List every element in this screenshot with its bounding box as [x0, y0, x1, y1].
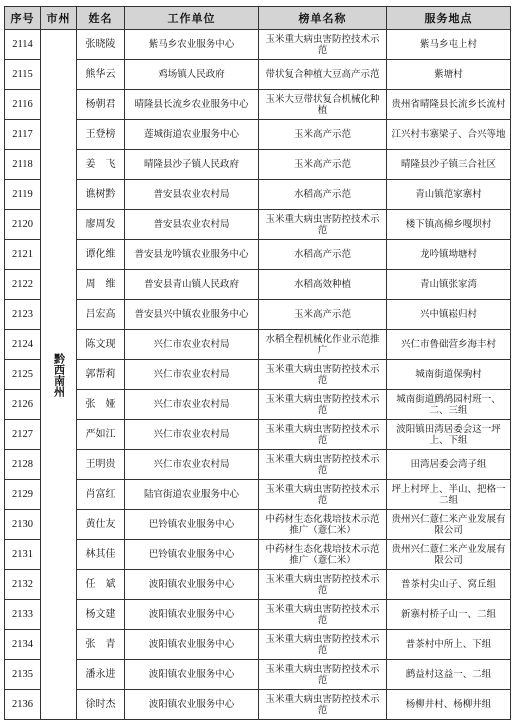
person-name: 郭帮莉: [77, 360, 125, 390]
header-city: 市州: [41, 7, 77, 30]
honor-list-table: [4, 6, 511, 720]
work-unit: 陆官街道农业服务中心: [125, 480, 259, 510]
person-name: 徐时杰: [77, 690, 125, 720]
row-number: 2132: [5, 570, 41, 600]
work-unit: 兴仁市农业农村局: [125, 390, 259, 420]
row-number: 2131: [5, 540, 41, 570]
award-name: 玉米重大病虫害防控技术示范: [259, 30, 387, 60]
table-row: [5, 420, 511, 450]
header-unit: 工作单位: [125, 7, 259, 30]
table-row: [5, 630, 511, 660]
table-row: [5, 600, 511, 630]
header-name: 姓名: [77, 7, 125, 30]
person-name: 熊华云: [77, 60, 125, 90]
service-place: 贵州省晴隆县长流乡长流村: [387, 90, 511, 120]
work-unit: 巴铃镇农业服务中心: [125, 540, 259, 570]
award-name: 玉米重大病虫害防控技术示范: [259, 660, 387, 690]
work-unit: 兴仁市农业农村局: [125, 360, 259, 390]
table-row: [5, 540, 511, 570]
award-name: 玉米大豆带状复合机械化种植: [259, 90, 387, 120]
row-number: 2116: [5, 90, 41, 120]
award-name: 玉米重大病虫害防控技术示范: [259, 570, 387, 600]
award-name: 玉米重大病虫害防控技术示范: [259, 630, 387, 660]
service-place: 田湾居委会湾子组: [387, 450, 511, 480]
award-name: 玉米重大病虫害防控技术示范: [259, 360, 387, 390]
header-place: 服务地点: [387, 7, 511, 30]
service-place: 晴隆县沙子镇三合社区: [387, 150, 511, 180]
award-name: 玉米重大病虫害防控技术示范: [259, 420, 387, 450]
work-unit: 兴仁市农业农村局: [125, 450, 259, 480]
row-number: 2120: [5, 210, 41, 240]
work-unit: 波阳镇农业服务中心: [125, 600, 259, 630]
person-name: 黄仕友: [77, 510, 125, 540]
work-unit: 兴仁市农业农村局: [125, 420, 259, 450]
work-unit: 波阳镇农业服务中心: [125, 630, 259, 660]
table-row: [5, 510, 511, 540]
person-name: 林其佳: [77, 540, 125, 570]
table-row: [5, 240, 511, 270]
award-name: 玉米重大病虫害防控技术示范: [259, 390, 387, 420]
service-place: 龙吟镇坳塘村: [387, 240, 511, 270]
table-row: [5, 30, 511, 60]
table-row: [5, 570, 511, 600]
service-place: 城南街道鹧鸪园村班一、二、三组: [387, 390, 511, 420]
person-name: 肖富红: [77, 480, 125, 510]
award-name: 玉米重大病虫害防控技术示范: [259, 450, 387, 480]
header-seq: 序号: [5, 7, 41, 30]
table-row: [5, 270, 511, 300]
city-cell: 黔西南州: [41, 30, 77, 720]
table-row: [5, 60, 511, 90]
table-row: [5, 300, 511, 330]
row-number: 2130: [5, 510, 41, 540]
person-name: 杨朝君: [77, 90, 125, 120]
person-name: 周 维: [77, 270, 125, 300]
table-row: [5, 120, 511, 150]
row-number: 2123: [5, 300, 41, 330]
row-number: 2122: [5, 270, 41, 300]
row-number: 2133: [5, 600, 41, 630]
service-place: 紫马乡屯上村: [387, 30, 511, 60]
award-name: 水稻高产示范: [259, 180, 387, 210]
service-place: 贵州兴仁薏仁米产业发展有限公司: [387, 540, 511, 570]
service-place: 新寨村桥子山一、二组: [387, 600, 511, 630]
work-unit: 波阳镇农业服务中心: [125, 660, 259, 690]
row-number: 2114: [5, 30, 41, 60]
work-unit: 普安县龙吟镇农业服务中心: [125, 240, 259, 270]
work-unit: 晴隆县长流乡农业服务中心: [125, 90, 259, 120]
table-row: [5, 480, 511, 510]
award-name: 中药材生态化栽培技术示范推广（薏仁米）: [259, 540, 387, 570]
row-number: 2118: [5, 150, 41, 180]
person-name: 王明贵: [77, 450, 125, 480]
table-header-row: [5, 7, 511, 30]
service-place: 坪上村坪上、半山、把格一二组: [387, 480, 511, 510]
table-row: [5, 150, 511, 180]
award-name: 水稻高效种植: [259, 270, 387, 300]
award-name: 玉米重大病虫害防控技术示范: [259, 690, 387, 720]
work-unit: 普安县兴中镇农业服务中心: [125, 300, 259, 330]
award-name: 玉米高产示范: [259, 150, 387, 180]
work-unit: 波阳镇农业服务中心: [125, 690, 259, 720]
award-name: 玉米重大病虫害防控技术示范: [259, 480, 387, 510]
service-place: 普茶村尖山子、窝丘组: [387, 570, 511, 600]
person-name: 谭化维: [77, 240, 125, 270]
award-name: 中药材生态化栽培技术示范推广（薏仁米）: [259, 510, 387, 540]
service-place: 楼下镇高棉乡嘎坝村: [387, 210, 511, 240]
service-place: 杨柳井村、杨柳井组: [387, 690, 511, 720]
work-unit: 普安县农业农村局: [125, 180, 259, 210]
service-place: 贵州兴仁薏仁米产业发展有限公司: [387, 510, 511, 540]
person-name: 谯树黔: [77, 180, 125, 210]
award-name: 玉米重大病虫害防控技术示范: [259, 210, 387, 240]
service-place: 青山镇范家寨村: [387, 180, 511, 210]
header-award: 榜单名称: [259, 7, 387, 30]
service-place: 城南街道保驹村: [387, 360, 511, 390]
row-number: 2128: [5, 450, 41, 480]
table-row: [5, 210, 511, 240]
award-name: 带状复合种植大豆高产示范: [259, 60, 387, 90]
row-number: 2117: [5, 120, 41, 150]
work-unit: 紫马乡农业服务中心: [125, 30, 259, 60]
service-place: 波阳镇田湾居委会这一坪上、下组: [387, 420, 511, 450]
award-name: 水稻高产示范: [259, 240, 387, 270]
work-unit: 鸡场镇人民政府: [125, 60, 259, 90]
row-number: 2135: [5, 660, 41, 690]
person-name: 张 青: [77, 630, 125, 660]
service-place: 江兴村韦寨梁子、合兴等地: [387, 120, 511, 150]
award-name: 水稻全程机械化作业示范推广: [259, 330, 387, 360]
work-unit: 普安县青山镇人民政府: [125, 270, 259, 300]
row-number: 2126: [5, 390, 41, 420]
person-name: 严如江: [77, 420, 125, 450]
table-row: [5, 360, 511, 390]
table-row: [5, 180, 511, 210]
work-unit: 波阳镇农业服务中心: [125, 570, 259, 600]
table-row: [5, 690, 511, 720]
award-name: 玉米高产示范: [259, 300, 387, 330]
table-row: [5, 330, 511, 360]
row-number: 2115: [5, 60, 41, 90]
row-number: 2129: [5, 480, 41, 510]
person-name: 任 斌: [77, 570, 125, 600]
work-unit: 普安县农业农村局: [125, 210, 259, 240]
table-row: [5, 90, 511, 120]
work-unit: 晴隆县沙子镇人民政府: [125, 150, 259, 180]
work-unit: 巴铃镇农业服务中心: [125, 510, 259, 540]
person-name: 姜 飞: [77, 150, 125, 180]
person-name: 张 娅: [77, 390, 125, 420]
person-name: 陈文现: [77, 330, 125, 360]
table-row: [5, 450, 511, 480]
table-body: [5, 30, 511, 720]
award-name: 玉米重大病虫害防控技术示范: [259, 600, 387, 630]
row-number: 2125: [5, 360, 41, 390]
row-number: 2127: [5, 420, 41, 450]
table-row: [5, 390, 511, 420]
row-number: 2136: [5, 690, 41, 720]
person-name: 王登榜: [77, 120, 125, 150]
person-name: 吕宏高: [77, 300, 125, 330]
service-place: 青山镇张家湾: [387, 270, 511, 300]
service-place: 兴仁市鲁础营乡海丰村: [387, 330, 511, 360]
work-unit: 兴仁市农业农村局: [125, 330, 259, 360]
service-place: 普茶村中所上、下组: [387, 630, 511, 660]
service-place: 兴中镇崧归村: [387, 300, 511, 330]
service-place: 鹧益村这益一、二组: [387, 660, 511, 690]
person-name: 杨文建: [77, 600, 125, 630]
row-number: 2119: [5, 180, 41, 210]
table-row: [5, 660, 511, 690]
row-number: 2121: [5, 240, 41, 270]
service-place: 紫塘村: [387, 60, 511, 90]
row-number: 2124: [5, 330, 41, 360]
award-name: 玉米高产示范: [259, 120, 387, 150]
person-name: 潘永进: [77, 660, 125, 690]
person-name: 廖周发: [77, 210, 125, 240]
row-number: 2134: [5, 630, 41, 660]
person-name: 张晓陵: [77, 30, 125, 60]
work-unit: 莲城街道农业服务中心: [125, 120, 259, 150]
